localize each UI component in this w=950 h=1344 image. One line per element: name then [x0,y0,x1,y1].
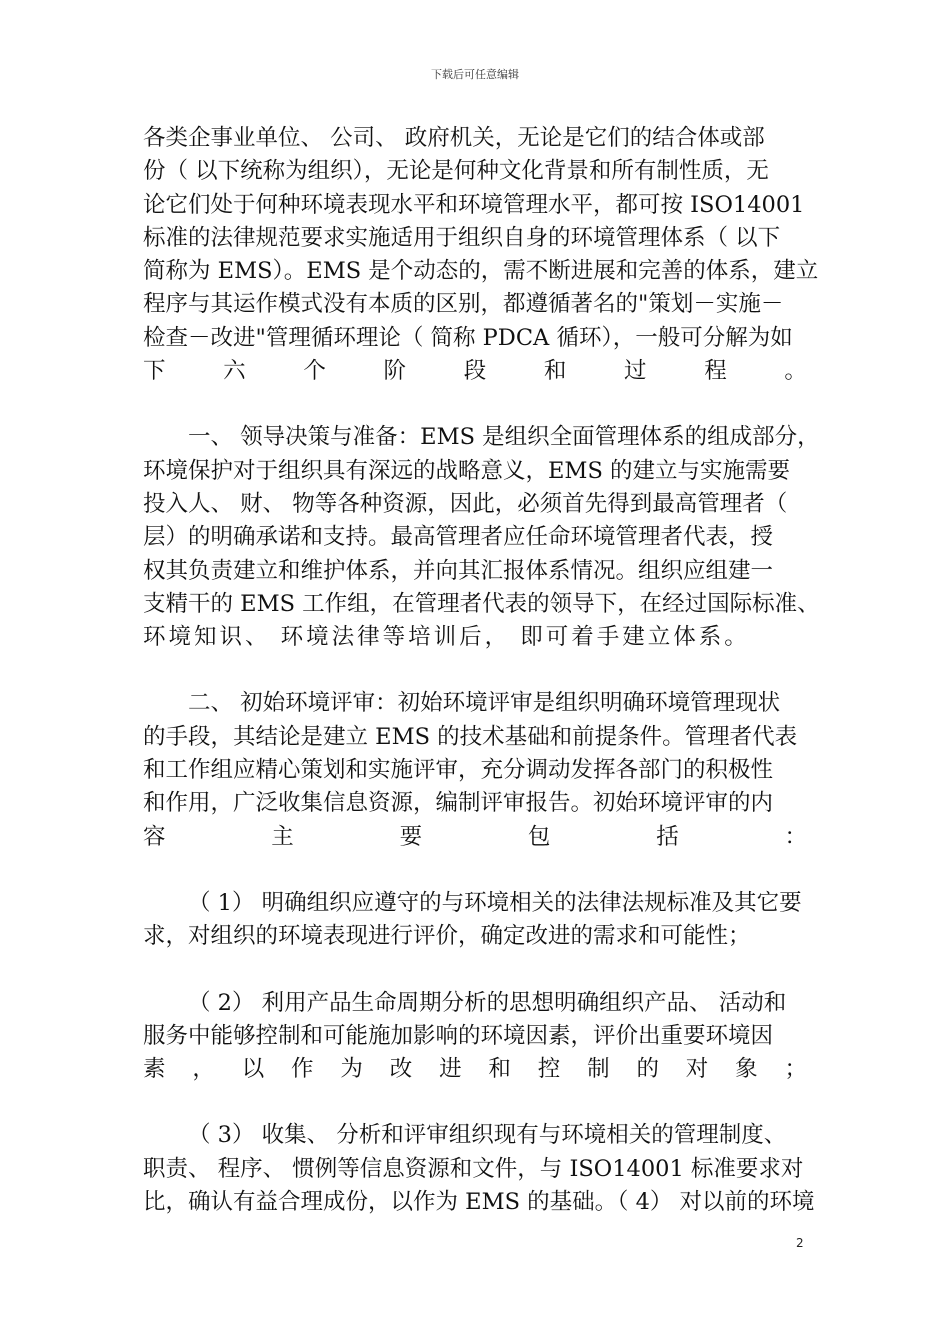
spread-char: 象 [735,1056,758,1083]
text-line: 程序与其运作模式没有本质的区别，都遵循著名的"策划－实施－ [143,291,784,318]
spread-char: ； [784,1056,807,1083]
spread-char: 为 [340,1056,363,1083]
paragraph-item-3 [143,1119,815,1219]
text-line: 权其负责建立和维护体系，并向其汇报体系情况。组织应组建一 [143,557,774,584]
spread-line [143,821,807,854]
spread-char: 下 [143,358,166,385]
spread-char: 要 [399,823,423,850]
page-header: 下载后可任意编辑 [431,68,519,81]
paragraph-intro [143,122,819,388]
spread-char: 阶 [383,358,407,385]
text-line: （ 2） 利用产品生命周期分析的思想明确组织产品、 活动和 [188,989,787,1016]
spread-char: 容 [143,823,166,850]
spread-char: 素 [143,1056,166,1083]
text-line: 二、 初始环境评审：初始环境评审是组织明确环境管理现状 [188,690,781,717]
spread-char: 和 [543,358,567,385]
text-line: 和作用，广泛收集信息资源，编制评审报告。初始环境评审的内 [143,790,774,817]
text-line: 简称为 EMS）。EMS 是个动态的，需不断进展和完善的体系，建立 [143,258,819,285]
paragraph-item-1 [143,887,807,954]
text-line: 层）的明确承诺和支持。最高管理者应任命环境管理者代表，授 [143,524,774,551]
text-line: 一、 领导决策与准备：EMS 是组织全面管理体系的组成部分， [188,424,820,451]
text-line: 检查－改进"管理循环理论（ 简称 PDCA 循环），一般可分解为如 [143,324,793,351]
text-line: 和工作组应精心策划和实施评审，充分调动发挥各部门的积极性 [143,757,774,784]
spread-char: ： [784,823,807,850]
paragraph-item-2 [143,987,807,1087]
spread-char: 和 [488,1056,511,1083]
spread-line [143,355,807,388]
text-line: 的手段，其结论是建立 EMS 的技术基础和前提条件。管理者代表 [143,723,798,750]
spread-char: 段 [463,358,487,385]
text-line: 支精干的 EMS 工作组，在管理者代表的领导下，在经过国际标准、 [143,590,820,617]
spread-char: 作 [291,1056,314,1083]
paragraph-section-two [143,687,807,853]
spread-char: 包 [527,823,551,850]
text-line: 论它们处于何种环境表现水平和环境管理水平，都可按 ISO14001 [143,191,805,218]
text-line: 求，对组织的环境表现进行评价，确定改进的需求和可能性； [143,923,751,950]
paragraph-section-one [143,421,820,654]
spread-char: 改 [389,1056,413,1083]
spread-char: 进 [439,1056,462,1083]
spread-char: 主 [271,823,294,850]
spread-char: 个 [303,358,326,385]
spread-char: 的 [636,1056,659,1083]
spread-char: 。 [784,358,807,385]
spread-char: 制 [587,1056,610,1083]
spread-char: ， [192,1056,215,1083]
text-line: 标准的法律规范要求实施适用于组织自身的环境管理体系（ 以下 [143,224,781,251]
page-number: 2 [796,1236,804,1250]
spread-char: 括 [656,823,679,850]
text-line: 服务中能够控制和可能施加影响的环境因素，评价出重要环境因 [143,1022,774,1049]
text-line: 职责、 程序、 惯例等信息资源和文件，与 ISO14001 标准要求对 [143,1155,804,1182]
spread-char: 过 [624,358,647,385]
spread-char: 六 [223,358,246,385]
text-line: 环境保护对于组织具有深远的战略意义，EMS 的建立与实施需要 [143,457,791,484]
text-line: 份（ 以下统称为组织），无论是何种文化背景和所有制性质，无 [143,158,769,185]
text-line: （ 1） 明确组织应遵守的与环境相关的法律法规标准及其它要 [188,889,802,916]
text-line: 比，确认有益合理成份，以作为 EMS 的基础。（ 4） 对以前的环境 [143,1189,815,1216]
text-line: 各类企事业单位、 公司、 政府机关，无论是它们的结合体或部 [143,125,765,151]
spread-char: 程 [704,358,727,385]
spread-char: 控 [537,1056,561,1083]
text-line: 环境知识、 环境法律等培训后， 即可着手建立体系。 [143,624,750,651]
text-line: 投入人、 财、 物等各种资源，因此，必须首先得到最高管理者（ [143,490,788,517]
text-line: （ 3） 收集、 分析和评审组织现有与环境相关的管理制度、 [188,1122,787,1149]
spread-line [143,1053,807,1086]
spread-char: 以 [241,1056,265,1083]
document-body [143,122,820,1219]
spread-char: 对 [685,1056,709,1083]
